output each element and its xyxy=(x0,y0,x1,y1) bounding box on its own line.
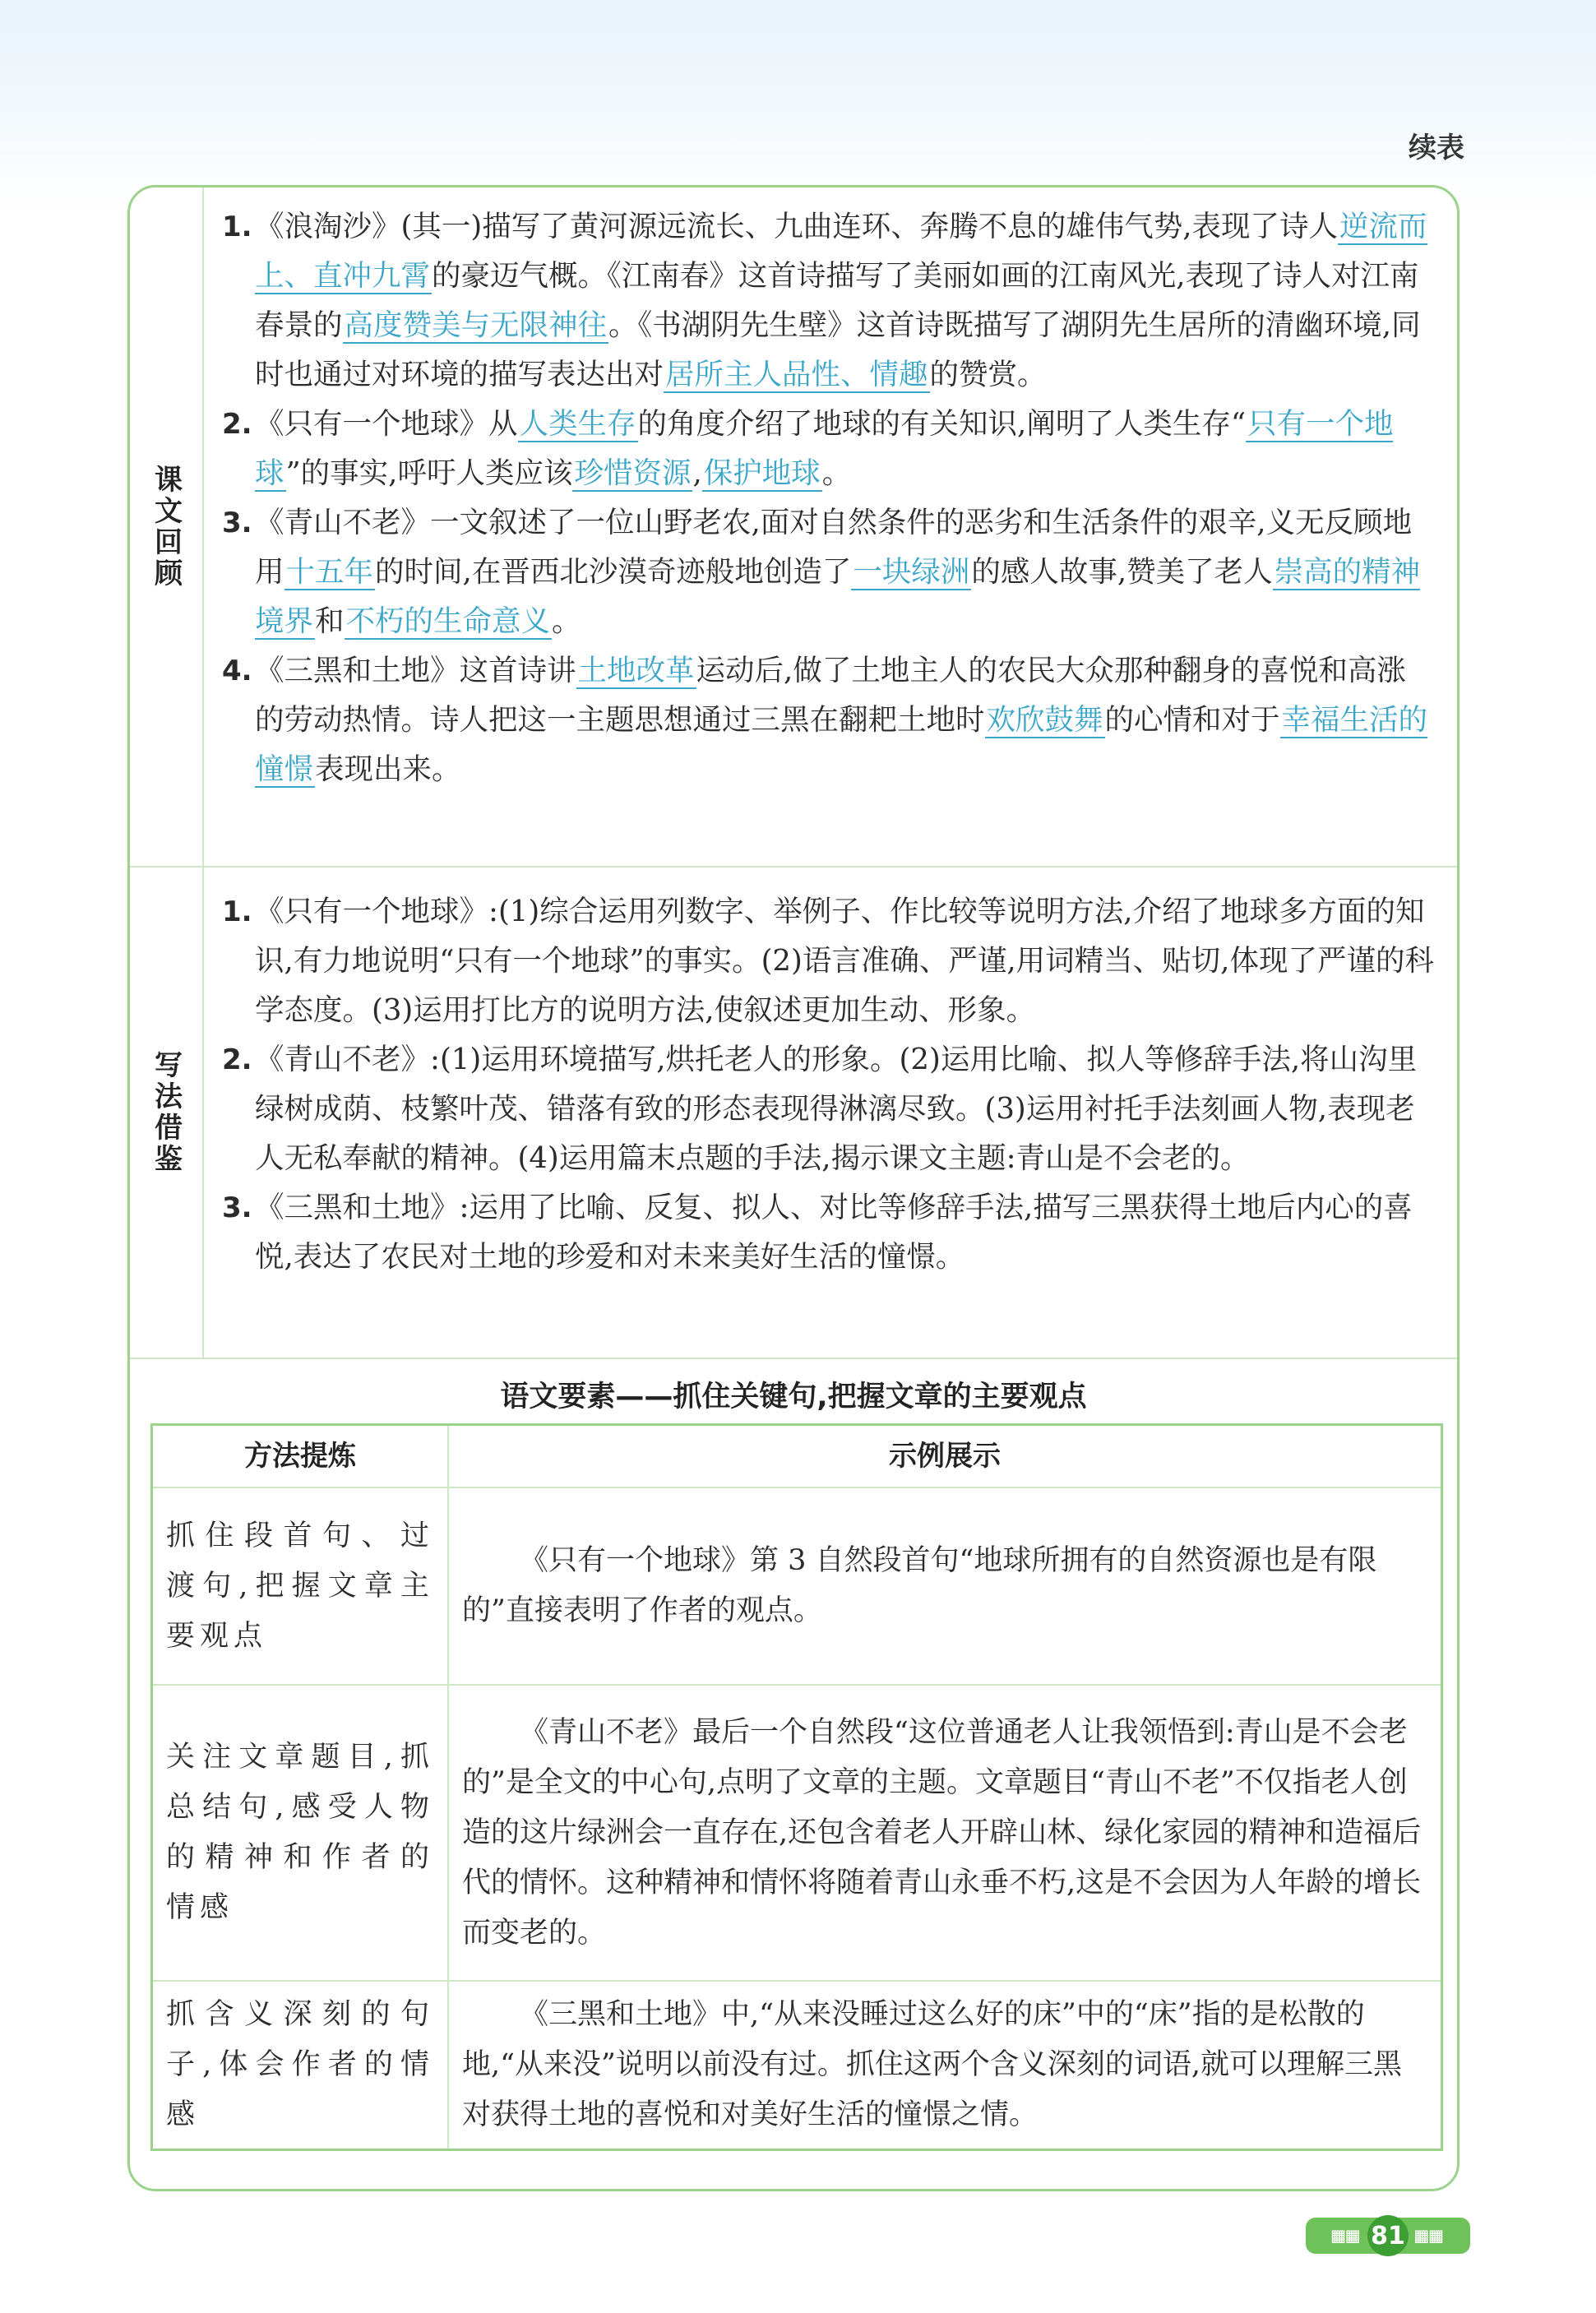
table-header-row xyxy=(152,1425,1442,1488)
item-text: 的时间,在晋西北沙漠奇迹般地创造了 xyxy=(375,555,852,589)
item-text: 和 xyxy=(315,604,345,638)
page-number-badge xyxy=(1306,2218,1470,2254)
method-header: 方法提炼 xyxy=(152,1425,449,1488)
item-text: 《只有一个地球》:(1)综合运用列数字、举例子、作比较等说明方法,介绍了地球多方面的知识,有力地说明“只有一个地球”的事实。(2)语言准确、严谨,用词精当、贴切,体现了严谨的科学态度。(3)运用打比方的说明方法,使叙述更加生动、形象。 xyxy=(255,895,1434,1027)
item-text: 的豪迈气概。《江南春》这首诗描写了美丽如画的江南风光,表现了诗人对江南春景的 xyxy=(255,259,1419,342)
item-text: 《只有一个地球》从 xyxy=(255,407,518,441)
badge-decoration-right: ▦▦ xyxy=(1415,2223,1445,2248)
example-cell: 《三黑和土地》中,“从来没睡过这么好的床”中的“床”指的是松散的地,“从来没”说明以前没有过。抓住这两个含义深刻的词语,就可以理解三黑对获得土地的喜悦和对美好生活的憧憬之情。 xyxy=(448,1981,1442,2150)
item-text: 。 xyxy=(552,604,581,638)
table-row xyxy=(152,1685,1442,1981)
item-text: 运动后,做了土地主人的农民大众那种翻身的喜悦和高涨的劳动热情。诗人把这一主题思想通过三黑在翻耙土地时 xyxy=(255,654,1406,737)
item-number: 1. xyxy=(222,895,252,928)
answer-blank: 高度赞美与无限神往 xyxy=(344,308,608,342)
item-text: 的感人故事,赞美了老人 xyxy=(971,555,1273,589)
summary-panel xyxy=(127,185,1460,2191)
answer-blank: 只有一个地球 xyxy=(255,407,1394,490)
writing-content xyxy=(222,887,1434,1282)
review-item xyxy=(222,400,1434,498)
writing-item xyxy=(222,1035,1434,1183)
badge-decoration-left: ▦▦ xyxy=(1331,2223,1361,2248)
elements-title: 语文要素——抓住关键句,把握文章的主要观点 xyxy=(500,1381,1087,1413)
item-text: 。《书湖阴先生壁》这首诗既描写了湖阴先生居所的清幽环境,同时也通过对环境的描写表达出对 xyxy=(255,308,1421,391)
writing-item xyxy=(222,887,1434,1035)
writing-label-cell xyxy=(130,867,204,1358)
item-text: 表现出来。 xyxy=(315,752,461,786)
answer-blank: 十五年 xyxy=(285,555,374,589)
method-cell: 抓住段首句、过渡句,把握文章主要观点 xyxy=(152,1487,449,1685)
answer-blank: 居所主人品性、情趣 xyxy=(665,358,928,391)
item-text: 《三黑和土地》:运用了比喻、反复、拟人、对比等修辞手法,描写三黑获得土地后内心的喜悦,表达了农民对土地的珍爱和对未来美好生活的憧憬。 xyxy=(255,1191,1413,1274)
item-text: 的赞赏。 xyxy=(929,358,1047,391)
item-text: 《三黑和土地》这首诗讲 xyxy=(255,654,576,687)
method-cell: 抓含义深刻的句子,体会作者的情感 xyxy=(152,1981,449,2150)
review-label-cell xyxy=(130,187,204,866)
review-item xyxy=(222,498,1434,646)
writing-section xyxy=(130,866,1457,1358)
table-row xyxy=(152,1487,1442,1685)
answer-blank: 一块绿洲 xyxy=(853,555,970,589)
method-cell: 关注文章题目,抓总结句,感受人物的精神和作者的情感 xyxy=(152,1685,449,1981)
item-text: 《青山不老》:(1)运用环境描写,烘托老人的形象。(2)运用比喻、拟人等修辞手法,将山沟里绿树成荫、枝繁叶茂、错落有致的形态表现得淋漓尽致。(3)运用衬托手法刻画人物,表现老人无私奉献的精神。(4)运用篇末点题的手法,揭示课文主题:青山是不会老的。 xyxy=(255,1043,1418,1175)
review-label: 课文回顾 xyxy=(149,464,183,590)
review-item xyxy=(222,646,1434,794)
answer-blank: 保护地球 xyxy=(703,456,821,490)
table-row xyxy=(152,1981,1442,2150)
answer-blank: 逆流而上、直冲九霄 xyxy=(255,210,1427,293)
item-number: 3. xyxy=(222,1191,252,1224)
item-text: ”的事实,呼吁人类应该 xyxy=(285,456,573,490)
method-table xyxy=(150,1423,1443,2151)
review-section xyxy=(130,187,1457,866)
answer-blank: 土地改革 xyxy=(577,654,695,687)
answer-blank: 珍惜资源 xyxy=(574,456,692,490)
answer-blank: 幸福生活的憧憬 xyxy=(255,703,1428,786)
item-number: 1. xyxy=(222,210,252,243)
example-cell: 《只有一个地球》第 3 自然段首句“地球所拥有的自然资源也是有限的”直接表明了作者的观点。 xyxy=(448,1487,1442,1685)
page-number: 81 xyxy=(1367,2215,1409,2256)
item-number: 3. xyxy=(222,507,252,539)
item-text: 《浪淘沙》(其一)描写了黄河源远流长、九曲连环、奔腾不息的雄伟气势,表现了诗人 xyxy=(255,210,1338,243)
example-header: 示例展示 xyxy=(448,1425,1442,1488)
answer-blank: 崇高的精神境界 xyxy=(255,555,1421,638)
review-item xyxy=(222,202,1434,400)
review-content xyxy=(222,202,1434,794)
header-background xyxy=(0,0,1596,214)
item-number: 2. xyxy=(222,408,252,441)
item-text: , xyxy=(692,456,702,490)
item-number: 2. xyxy=(222,1043,252,1076)
answer-blank: 人类生存 xyxy=(519,407,636,441)
item-text: 《青山不老》一文叙述了一位山野老农,面对自然条件的恶劣和生活条件的艰辛,义无反顾地用 xyxy=(255,506,1413,589)
answer-blank: 不朽的生命意义 xyxy=(345,604,551,638)
item-text: 的心情和对于 xyxy=(1104,703,1280,737)
elements-section xyxy=(130,1358,1457,2190)
item-number: 4. xyxy=(222,655,252,687)
answer-blank: 欢欣鼓舞 xyxy=(986,703,1103,737)
example-cell: 《青山不老》最后一个自然段“这位普通老人让我领悟到:青山是不会老的”是全文的中心句,点明了文章的主题。文章题目“青山不老”不仅指老人创造的这片绿洲会一直存在,还包含着老人开辟山林、绿化家园的精神和造福后代的情怀。这种精神和情怀将随着青山永垂不朽,这是不会因为人年龄的增长而变老的。 xyxy=(448,1685,1442,1981)
continued-label: 续表 xyxy=(1409,132,1464,164)
item-text: 。 xyxy=(821,456,852,490)
writing-label: 写法借鉴 xyxy=(149,1050,183,1175)
item-text: 的角度介绍了地球的有关知识,阐明了人类生存“ xyxy=(637,407,1246,441)
writing-item xyxy=(222,1183,1434,1282)
